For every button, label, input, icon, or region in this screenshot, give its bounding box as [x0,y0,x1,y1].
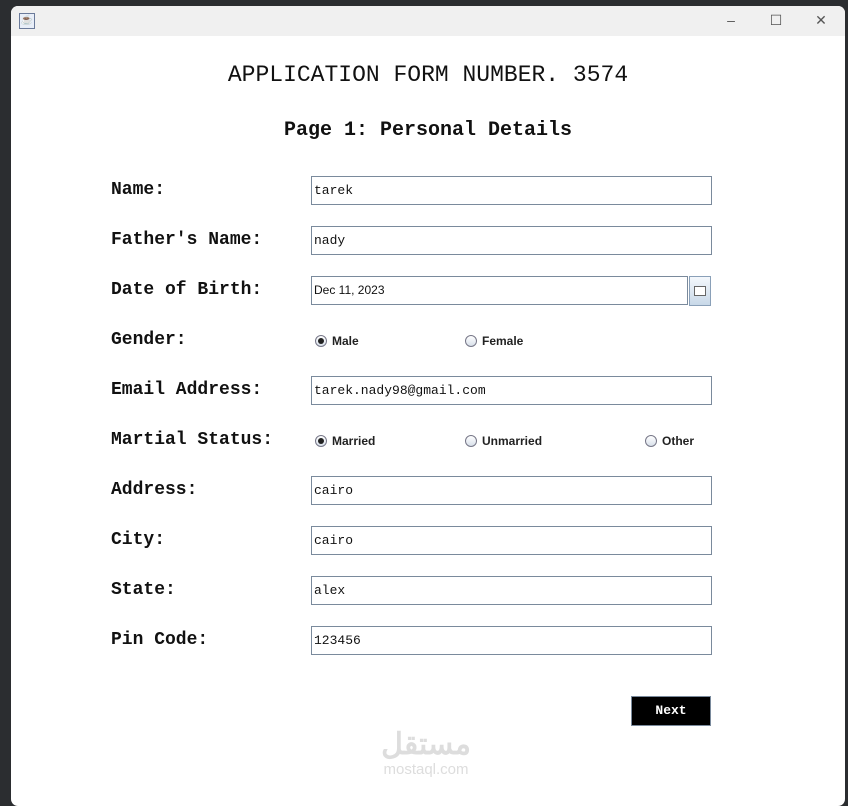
java-app-icon: ☕ [19,13,35,29]
address-input[interactable]: cairo [311,476,712,505]
name-label: Name: [111,180,166,200]
marital-status-label: Martial Status: [111,430,274,450]
city-label: City: [111,530,166,550]
next-button[interactable]: Next [631,696,711,726]
radio-label: Other [662,434,695,448]
title-bar [11,6,845,36]
email-input[interactable]: tarek.nady98@gmail.com [311,376,712,405]
father-name-label: Father's Name: [111,230,263,250]
email-label: Email Address: [111,380,263,400]
radio-label: Married [332,434,376,448]
state-label: State: [111,580,176,600]
calendar-button[interactable] [689,276,711,306]
address-label: Address: [111,480,198,500]
radio-unselected-icon [645,435,657,447]
radio-label: Female [482,334,524,348]
radio-unselected-icon [465,335,477,347]
form-title: APPLICATION FORM NUMBER. 3574 [227,62,629,88]
maximize-button[interactable]: ☐ [769,12,783,28]
city-input[interactable]: cairo [311,526,712,555]
dob-label: Date of Birth: [111,280,263,300]
page-subtitle: Page 1: Personal Details [283,119,573,142]
minimize-button[interactable]: – [727,12,735,28]
radio-label: Male [332,334,359,348]
state-input[interactable]: alex [311,576,712,605]
dob-input[interactable]: Dec 11, 2023 [311,276,688,305]
gender-male-radio[interactable] [315,334,359,348]
gender-label: Gender: [111,330,187,350]
watermark-latin: mostaql.com [383,761,469,778]
marital-other-radio[interactable] [645,434,694,448]
radio-selected-icon [315,335,327,347]
radio-selected-icon [315,435,327,447]
marital-married-radio[interactable] [315,434,375,448]
name-input[interactable]: tarek [311,176,712,205]
watermark-arabic: مستقل [381,728,471,761]
calendar-icon [694,286,706,296]
gender-female-radio[interactable] [465,334,523,348]
marital-unmarried-radio[interactable] [465,434,542,448]
pin-code-input[interactable]: 123456 [311,626,712,655]
father-name-input[interactable]: nady [311,226,712,255]
radio-unselected-icon [465,435,477,447]
radio-label: Unmarried [482,434,543,448]
application-window [11,6,845,806]
watermark [361,729,491,778]
pin-code-label: Pin Code: [111,630,209,650]
close-button[interactable]: ✕ [815,12,827,28]
